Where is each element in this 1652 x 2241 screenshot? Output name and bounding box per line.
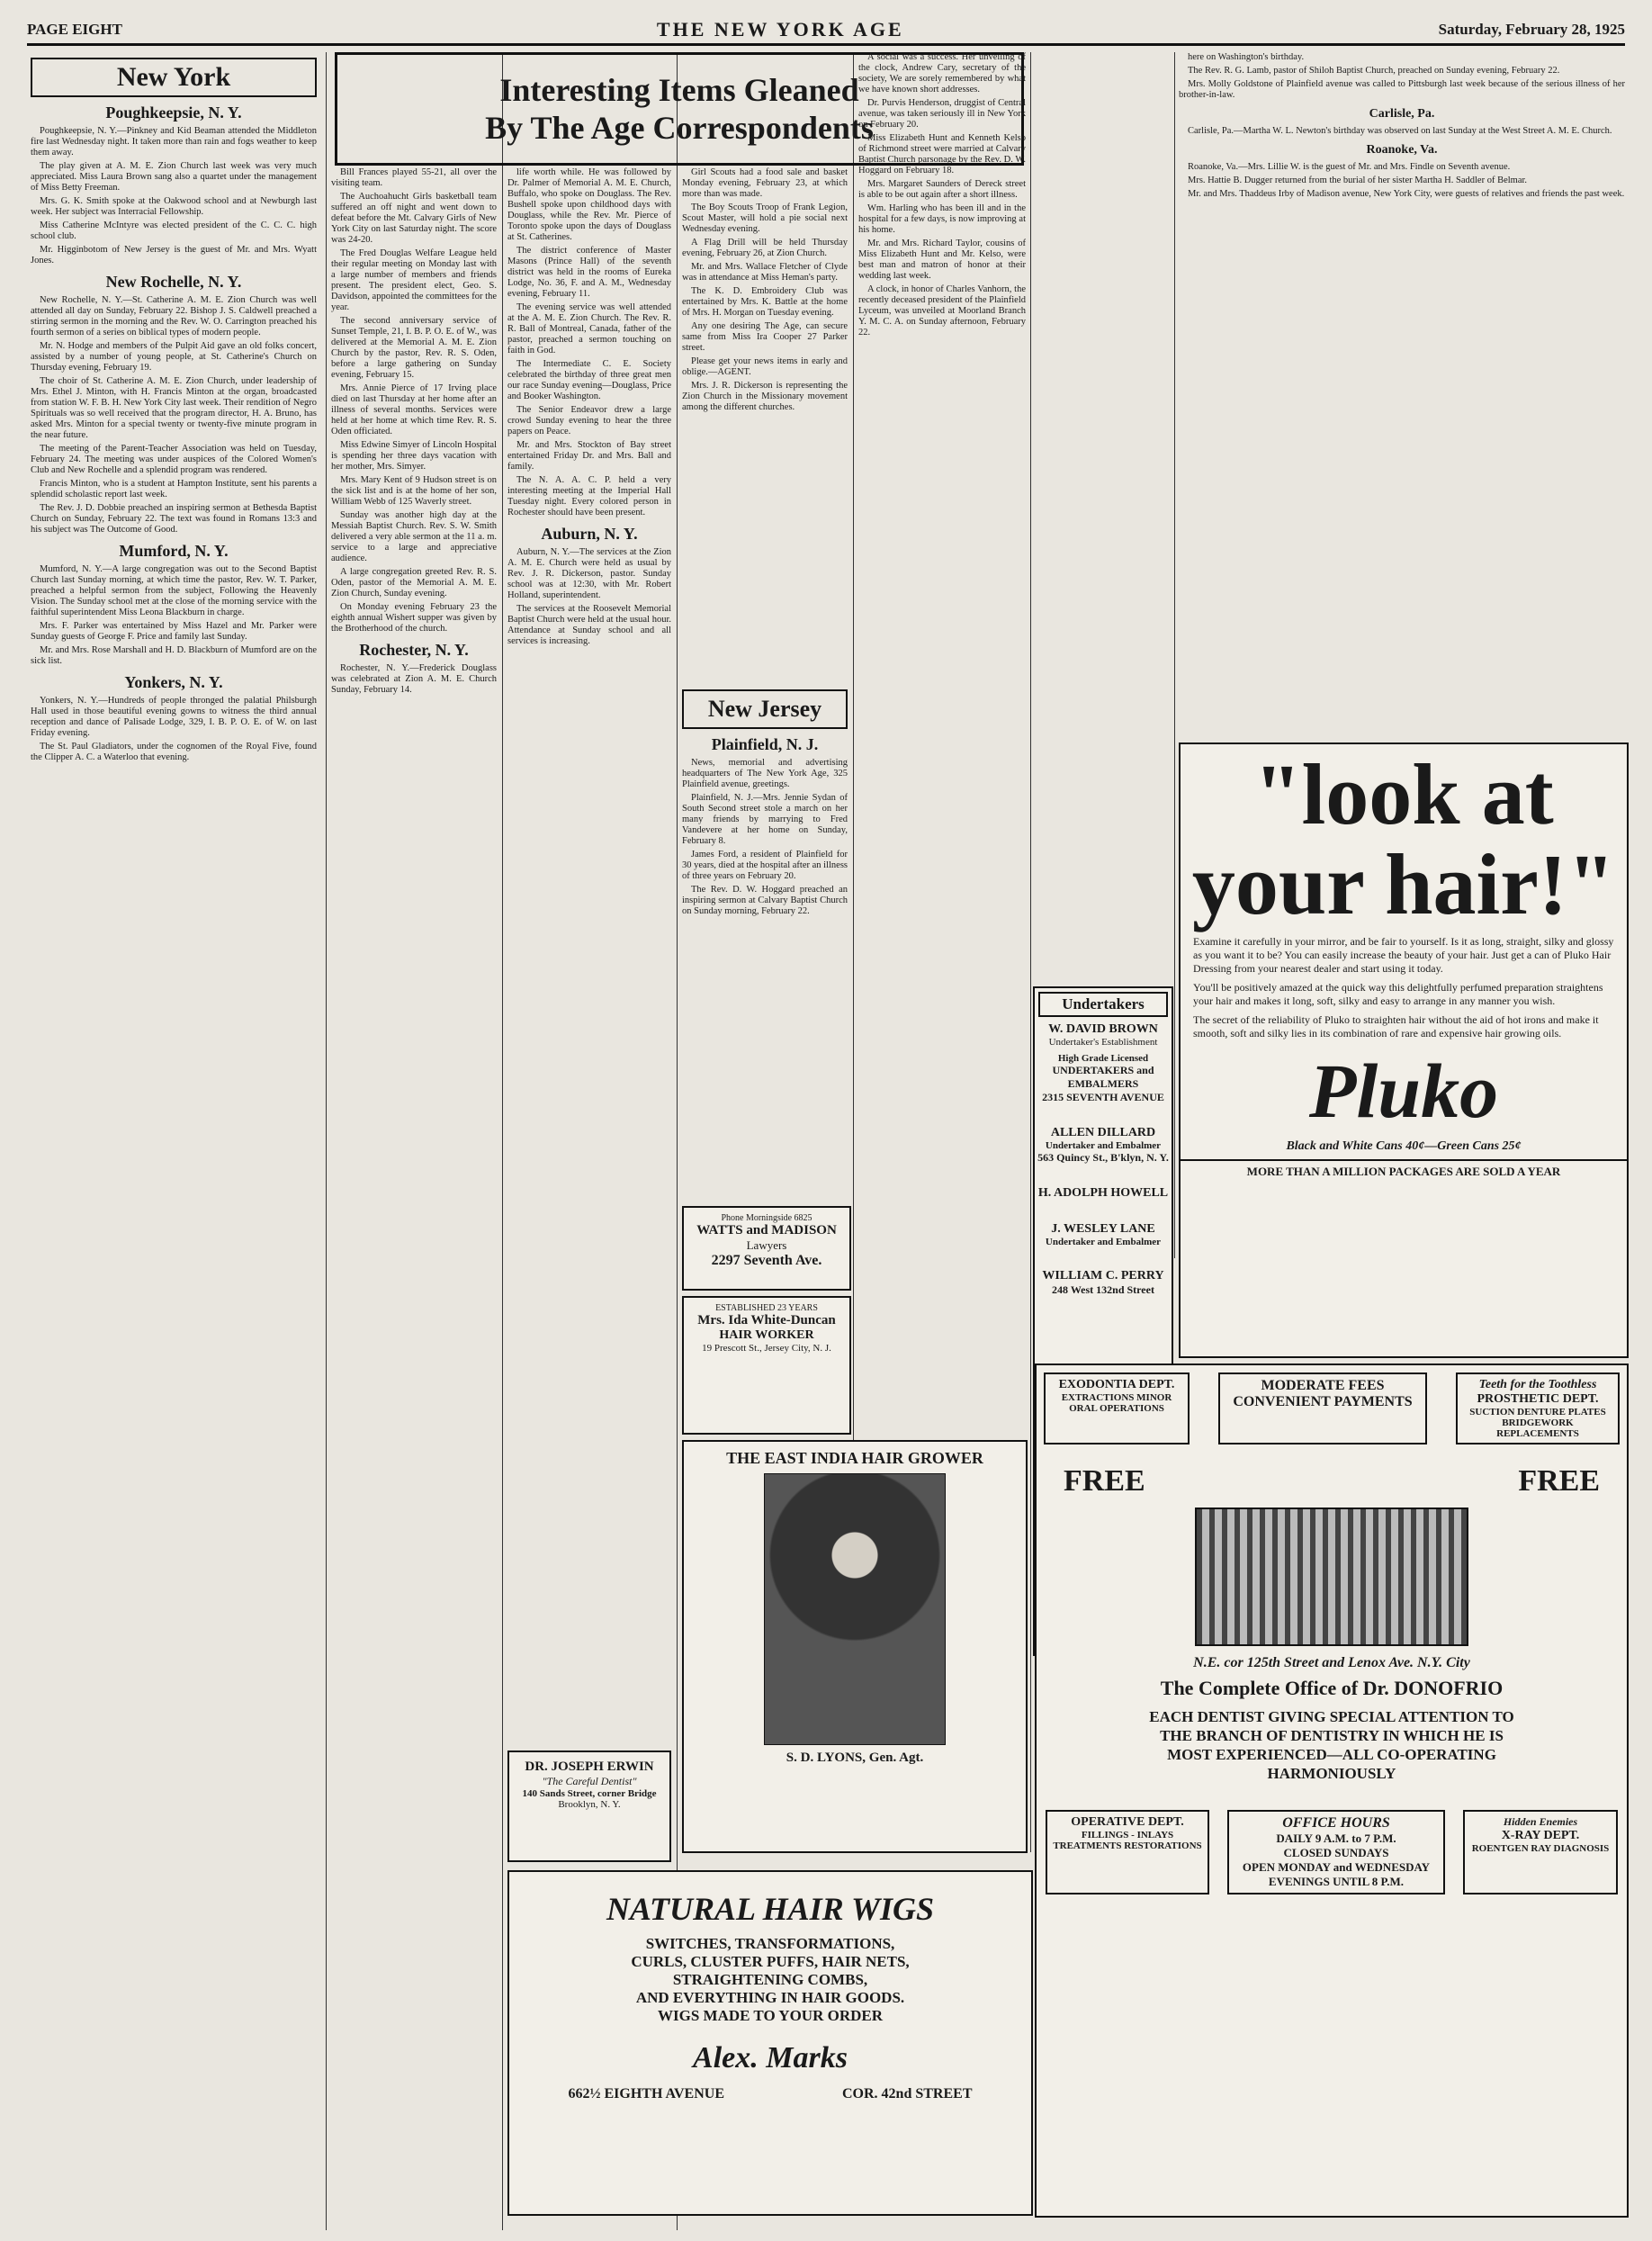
article-paragraph: The second anniversary service of Sunset Temple, 21, I. B. P. O. E. of W., was delivered at the Memorial A. M. E. Zion Church by the pastor, Rev. R. S. Oden, before a large gathering on Sunday evening, February 15. <box>331 316 497 380</box>
dentist-location: N.E. cor 125th Street and Lenox Ave. N.Y. City <box>1193 1655 1470 1670</box>
pluko-brand: Pluko <box>1308 1048 1499 1134</box>
article-paragraph: Mrs. J. R. Dickerson is representing the Zion Church in the Missionary movement among the different churches. <box>682 381 848 412</box>
erwin-city: Brooklyn, N. Y. <box>558 1799 621 1810</box>
article-paragraph: The K. D. Embroidery Club was entertained by Mrs. K. Battle at the home of Mrs. H. Morgan on Tuesday evening. <box>682 286 848 318</box>
article-paragraph: here on Washington's birthday. <box>1188 52 1305 62</box>
article-paragraph: Plainfield, N. J.—Mrs. Jennie Sydan of South Second street stole a march on her many friends by marrying to Fred Vandevere at her home on Sunday, February 8. <box>682 793 848 846</box>
article-paragraph: Auburn, N. Y.—The services at the Zion A. M. E. Church were held as usual by Rev. J. R. Dickerson, pastor. Sunday school was at 12:30, with Mr. Robert Holland, superintendent. <box>507 547 671 600</box>
section-carlisle: Carlisle, Pa. <box>1369 107 1435 121</box>
prosthetic-title: PROSTHETIC DEPT. <box>1477 1392 1599 1406</box>
article-paragraph: Bill Frances played 55-21, all over the visiting team. <box>331 167 497 188</box>
hours-line: OPEN MONDAY and WEDNESDAY EVENINGS UNTIL 8 P.M. <box>1242 1860 1431 1888</box>
article-paragraph: New Rochelle, N. Y.—St. Catherine A. M. E. Zion Church was well attended all day on Sunday, February 22. Bishop J. S. Caldwell preached a stirring sermon in the morning and the Rev. W. O. Carrington preached his fourth sermon of a series on biblical types of modern people. <box>31 295 317 338</box>
article-paragraph: Rochester, N. Y.—Frederick Douglass was celebrated at Zion A. M. E. Church Sunday, February 14. <box>331 663 497 695</box>
pluko-body: You'll be positively amazed at the quick way this delightfully perfumed preparation straightens your hair and makes it long, soft, silky and easy to arrange in any manner you wish. <box>1193 981 1603 1007</box>
main-headline-line1: Interesting Items Gleaned <box>499 72 859 108</box>
east-india-agent: S. D. LYONS, Gen. Agt. <box>786 1750 924 1765</box>
article-paragraph: The play given at A. M. E. Zion Church last week was very much appreciated. Miss Laura Brown sang also a quartet under the management of Miss Betty Freeman. <box>31 161 317 193</box>
article-paragraph: The Rev. J. D. Dobbie preached an inspiring sermon at Bethesda Baptist Church on Sunday, February 22. The text was found in Romans 13:3 and his subject was The Outcome of Good. <box>31 503 317 535</box>
article-paragraph: Poughkeepsie, N. Y.—Pinkney and Kid Beaman attended the Middleton fire last Wednesday night. It taken more than rain and fogs weather to keep them away. <box>31 126 317 158</box>
fees-line1: MODERATE FEES <box>1261 1378 1385 1393</box>
column-3 <box>507 167 671 1274</box>
erwin-name: DR. JOSEPH ERWIN <box>525 1760 654 1774</box>
article-paragraph: Francis Minton, who is a student at Hampton Institute, sent his parents a splendid scholastic report last week. <box>31 479 317 500</box>
article-paragraph: A clock, in honor of Charles Vanhorn, the recently deceased president of the Plainfield Lyceum, was unveiled at Moorland Branch Y. M. C. A. on Sunday afternoon, February 22. <box>858 284 1026 338</box>
article-paragraph: Miss Elizabeth Hunt and Kenneth Kelso of Richmond street were married at Calvary Baptist Church parsonage by the Rev. D. W. Hoggard on February 18. <box>858 133 1026 176</box>
dentist-statement: EACH DENTIST GIVING SPECIAL ATTENTION TO THE BRANCH OF DENTISTRY IN WHICH HE IS MOST EXPERIENCED—ALL CO-OPERATING HARMONIOUSLY <box>1149 1708 1514 1782</box>
duncan-name: Mrs. Ida White-Duncan <box>697 1313 836 1328</box>
pluko-cans: Black and White Cans 40¢—Green Cans 25¢ <box>1286 1139 1522 1153</box>
pluko-body: Examine it carefully in your mirror, and be fair to yourself. Is it as long, straight, silky and glossy as you want it to be? You can easily increase the beauty of your hair. Just get a can of Pluko Hair Dressing from your nearest dealer and start using it today. <box>1193 935 1614 975</box>
issue-date: Saturday, February 28, 1925 <box>1438 21 1625 38</box>
pluko-footer: MORE THAN A MILLION PACKAGES ARE SOLD A YEAR <box>1181 1159 1627 1179</box>
duncan-address: 19 Prescott St., Jersey City, N. J. <box>702 1343 831 1354</box>
section-mumford: Mumford, N. Y. <box>119 542 229 560</box>
article-paragraph: The Intermediate C. E. Society celebrated the birthday of three great men our race Sunday evening—Douglass, Price and Booker Washington. <box>507 359 671 401</box>
column-rule <box>1174 52 1175 1258</box>
article-paragraph: A Flag Drill will be held Thursday evening, February 26, at Zion Church. <box>682 238 848 258</box>
article-paragraph: Carlisle, Pa.—Martha W. L. Newton's birthday was observed on last Sunday at the West Street A. M. E. Church. <box>1188 126 1612 136</box>
lane-sub: Undertaker and Embalmer <box>1045 1237 1162 1247</box>
article-paragraph: Mrs. G. K. Smith spoke at the Oakwood school and at Newburgh last week. Her subject was Interracial Fellowship. <box>31 196 317 217</box>
section-plainfield: Plainfield, N. J. <box>711 735 819 753</box>
column-4-lower <box>682 684 848 1197</box>
hidden-enemies-label: Hidden Enemies <box>1503 1815 1578 1828</box>
article-paragraph: The Rev. R. G. Lamb, pastor of Shiloh Baptist Church, preached on Sunday evening, February 22. <box>1188 66 1560 76</box>
teeth-tagline: Teeth for the Toothless <box>1478 1378 1597 1391</box>
page-number: PAGE EIGHT <box>27 21 122 38</box>
dentist-office: The Complete Office of Dr. DONOFRIO <box>1160 1677 1504 1699</box>
brown-line: High Grade Licensed <box>1057 1053 1149 1064</box>
watts-name: WATTS and MADISON <box>696 1223 837 1238</box>
operative-detail: FILLINGS - INLAYS TREATMENTS RESTORATIONS <box>1053 1830 1202 1851</box>
article-paragraph: Mr. and Mrs. Richard Taylor, cousins of Miss Elizabeth Hunt and Mr. Kelso, were best man and matron of honor at their wedding last week. <box>858 238 1026 281</box>
article-paragraph: Any one desiring The Age, can secure same from Miss Ira Cooper 27 Parker street. <box>682 321 848 353</box>
duncan-sub: HAIR WORKER <box>719 1328 814 1342</box>
article-paragraph: Mumford, N. Y.—A large congregation was out to the Second Baptist Church last Sunday morning, at which time the pastor, Rev. W. T. Parker, preached a helpful sermon from the subject, Following the Heavenly Vision. The Sunday school met at the close of the morning service with the faithful superintendent Miss Leona Blackburn in charge. <box>31 564 317 617</box>
watts-sub: Lawyers <box>746 1238 787 1252</box>
woman-portrait <box>764 1473 946 1745</box>
section-yonkers: Yonkers, N. Y. <box>124 673 223 691</box>
article-paragraph: A large congregation greeted Rev. R. S. Oden, pastor of the Memorial A. M. E. Zion Church, Sunday evening. <box>331 567 497 598</box>
perry-address: 248 West 132nd Street <box>1052 1283 1154 1296</box>
ad-east-india <box>682 1440 1028 1853</box>
watts-address: 2297 Seventh Ave. <box>711 1253 822 1268</box>
article-paragraph: James Ford, a resident of Plainfield for 30 years, died at the hospital after an illness of three years on February 20. <box>682 850 848 881</box>
article-paragraph: The Fred Douglas Welfare League held their regular meeting on Monday last with a large number of members and friends present. The president elect, Geo. S. Davidson, appointed the committees for the year. <box>331 248 497 312</box>
section-new-york: New York <box>31 58 317 97</box>
prosthetic-box <box>1456 1372 1620 1444</box>
article-paragraph: Roanoke, Va.—Mrs. Lillie W. is the guest of Mr. and Mrs. Findle on Seventh avenue. <box>1188 162 1511 172</box>
xray-detail: ROENTGEN RAY DIAGNOSIS <box>1471 1843 1610 1854</box>
watts-phone: Phone Morningside 6825 <box>721 1213 813 1223</box>
article-paragraph: Yonkers, N. Y.—Hundreds of people thronged the palatial Philsburgh Hall used in those beautiful evening gowns to witness the third annual reception and dance of Palisade Lodge, 329, I. B. P. O. E. of W. on last Friday evening. <box>31 696 317 738</box>
ad-white-duncan <box>682 1296 851 1435</box>
section-new-rochelle: New Rochelle, N. Y. <box>105 273 242 291</box>
perry-name: WILLIAM C. PERRY <box>1042 1269 1164 1282</box>
column-5 <box>858 52 1026 1213</box>
operative-box <box>1046 1810 1209 1894</box>
column-rule <box>326 52 327 2230</box>
column-2 <box>331 167 497 2228</box>
xray-box <box>1463 1810 1618 1894</box>
erwin-address: 140 Sands Street, corner Bridge <box>522 1788 657 1799</box>
building-illustration <box>1195 1508 1468 1646</box>
ad-dentist <box>1035 1364 1629 2218</box>
column-1 <box>31 52 317 2230</box>
article-paragraph: Mrs. Molly Goldstone of Plainfield avenue was called to Pittsburgh last week because of the serious illness of her brother-in-law. <box>1179 79 1625 100</box>
article-paragraph: The Rev. D. W. Hoggard preached an inspiring sermon at Calvary Baptist Church on Sunday morning, February 22. <box>682 885 848 916</box>
hours-title: OFFICE HOURS <box>1282 1815 1390 1831</box>
article-paragraph: The choir of St. Catherine A. M. E. Zion Church, under leadership of Mrs. Ethel J. Minton, with H. Francis Minton at the organ, broadcasted from station W. F. B. H. New York City last week. Their rendition of Negro Spirituals was so well received that the program director, H. A. Bruno, has asked Mrs. Minton for a special twenty or twenty-five minute program in the near future. <box>31 376 317 440</box>
dillard-name: ALLEN DILLARD <box>1050 1126 1156 1139</box>
hours-line: DAILY 9 A.M. to 7 P.M. <box>1276 1832 1396 1845</box>
article-paragraph: Miss Edwine Simyer of Lincoln Hospital is spending her three days vacation with her mother, Mrs. Simyer. <box>331 440 497 472</box>
article-paragraph: Mr. and Mrs. Thaddeus Irby of Madison avenue, New York City, were guests of relatives and friends the past week. <box>1188 189 1625 199</box>
article-paragraph: The services at the Roosevelt Memorial Baptist Church were held at the usual hour. Attendance at Sunday school and all services is increasing. <box>507 604 671 646</box>
article-paragraph: Mrs. Margaret Saunders of Dereck street is able to be out again after a short illness. <box>858 179 1026 200</box>
xray-title: X-RAY DEPT. <box>1501 1829 1580 1842</box>
wigs-line: STRAIGHTENING COMBS, <box>672 1971 868 1988</box>
fees-line2: CONVENIENT PAYMENTS <box>1233 1394 1413 1409</box>
pluko-headline: "look at your hair!" <box>1191 746 1616 932</box>
ad-pluko <box>1179 742 1629 1358</box>
section-roanoke: Roanoke, Va. <box>1366 143 1438 157</box>
article-paragraph: Girl Scouts had a food sale and basket Monday evening, February 23, at which more than was made. <box>682 167 848 199</box>
free-consultation-label: FREE <box>1518 1464 1600 1498</box>
section-auburn: Auburn, N. Y. <box>541 525 638 543</box>
article-paragraph: Mr. and Mrs. Rose Marshall and H. D. Blackburn of Mumford are on the sick list. <box>31 645 317 666</box>
article-paragraph: The N. A. A. C. P. held a very interesting meeting at the Imperial Hall Tuesday night. Every colored person in Rochester should have been present. <box>507 475 671 518</box>
dillard-sub: Undertaker and Embalmer <box>1045 1140 1162 1151</box>
article-paragraph: Mr. Higginbotom of New Jersey is the guest of Mr. and Mrs. Wyatt Jones. <box>31 245 317 266</box>
exodontia-title: EXODONTIA DEPT. <box>1058 1378 1175 1391</box>
article-paragraph: life worth while. He was followed by Dr. Palmer of Memorial A. M. E. Church, Buffalo, who spoke on Douglass. The Rev. Bushell spoke upon childhood days with Douglass, while the Rev. Mr. Pierce of Toronto spoke upon the days of Douglass at St. Catherines. <box>507 167 671 242</box>
exodontia-detail: EXTRACTIONS MINOR ORAL OPERATIONS <box>1061 1392 1172 1414</box>
operative-title: OPERATIVE DEPT. <box>1071 1815 1184 1829</box>
article-paragraph: Sunday was another high day at the Messiah Baptist Church. Rev. S. W. Smith delivered a very able sermon at the 11 a. m. service to a large and appreciative audience. <box>331 510 497 563</box>
paper-name: THE NEW YORK AGE <box>656 18 904 40</box>
lane-name: J. WESLEY LANE <box>1051 1222 1155 1236</box>
wigs-address: 662½ EIGHTH AVENUE <box>568 2086 725 2102</box>
article-paragraph: Mr. N. Hodge and members of the Pulpit Aid gave an old folks concert, assisted by a number of young people, at St. Catherine's Church on Thursday evening, February 19. <box>31 341 317 373</box>
article-paragraph: Mrs. Hattie B. Dugger returned from the burial of her sister Martha H. Saddler of Belmar. <box>1188 176 1528 185</box>
east-india-heading: THE EAST INDIA HAIR GROWER <box>726 1449 983 1467</box>
dillard-address: 563 Quincy St., B'klyn, N. Y. <box>1037 1151 1169 1164</box>
column-4 <box>682 167 848 671</box>
article-paragraph: News, memorial and advertising headquarters of The New York Age, 325 Plainfield avenue, greetings. <box>682 758 848 789</box>
wigs-line: SWITCHES, TRANSFORMATIONS, <box>645 1935 895 1952</box>
article-paragraph: The St. Paul Gladiators, under the cognomen of the Royal Five, found the Clipper A. C. a Waterloo that evening. <box>31 742 317 762</box>
brown-sub: Undertaker's Establishment <box>1048 1037 1158 1048</box>
section-poughkeepsie: Poughkeepsie, N. Y. <box>105 104 242 122</box>
article-paragraph: The meeting of the Parent-Teacher Association was held on Tuesday, February 24. The meeting was under auspices of the Colored Women's Club and New Rochelle and a splendid program was rendered. <box>31 444 317 475</box>
article-paragraph: Mr. and Mrs. Wallace Fletcher of Clyde was in attendance at Miss Heman's party. <box>682 262 848 283</box>
ad-dr-erwin <box>507 1750 671 1862</box>
free-examination-label: FREE <box>1064 1464 1145 1498</box>
masthead <box>27 16 1625 46</box>
fees-box <box>1218 1372 1427 1444</box>
hours-line: CLOSED SUNDAYS <box>1283 1846 1389 1859</box>
article-paragraph: The evening service was well attended at the A. M. E. Zion Church. The Rev. R. R. Ball of Montreal, Canada, father of the pastor, preached a sermon touching on faith in God. <box>507 302 671 356</box>
undertakers-heading: Undertakers <box>1038 992 1168 1017</box>
article-paragraph: The Auchoahucht Girls basketball team suffered an off night and went down to defeat before the Mt. Calvary Girls of New York City on last Saturday night. The score was 24-20. <box>331 192 497 245</box>
section-new-jersey: New Jersey <box>682 689 848 729</box>
howell-name: H. ADOLPH HOWELL <box>1037 1186 1169 1200</box>
article-paragraph: Miss Catherine McIntyre was elected president of the C. C. C. high school club. <box>31 220 317 241</box>
article-paragraph: Please get your news items in early and oblige.—AGENT. <box>682 356 848 377</box>
column-rule <box>1030 52 1031 1852</box>
article-paragraph: Wm. Harling who has been ill and in the hospital for a few days, is now improving at his home. <box>858 203 1026 235</box>
prosthetic-detail: SUCTION DENTURE PLATES BRIDGEWORK REPLACEMENTS <box>1469 1407 1606 1439</box>
pluko-body: The secret of the reliability of Pluko to straighten hair without the aid of hot irons and make it smooth, soft and silky lies in its combination of rare and expensive hair growing oils. <box>1193 1013 1599 1040</box>
article-paragraph: A social was a success. Her unveiling of the clock, Andrew Cary, secretary of the society, We are sorely remembered by what we have known short addresses. <box>858 52 1026 94</box>
main-headline-line2: By The Age Correspondents <box>485 110 874 146</box>
column-6 <box>1179 52 1625 682</box>
hours-box <box>1227 1810 1445 1894</box>
article-paragraph: Mrs. Annie Pierce of 17 Irving place died on last Thursday at her home after an illness of several months. Services were held at her home at which time Rev. R. S. Oden officiated. <box>331 383 497 436</box>
wigs-line: AND EVERYTHING IN HAIR GOODS. <box>635 1989 905 2006</box>
article-paragraph: The district conference of Master Masons (Prince Hall) of the seventh district was held in the rooms of Eureka Lodge, No. 36, F. and A. M., Wednesday evening, February 11. <box>507 246 671 299</box>
ad-watts-madison <box>682 1206 851 1291</box>
column-rule <box>502 52 503 2230</box>
article-paragraph: Dr. Purvis Henderson, druggist of Central avenue, was taken seriously ill in New York on February 20. <box>858 98 1026 130</box>
article-paragraph: Mrs. Mary Kent of 9 Hudson street is on the sick list and is at the home of her son, William Webb of 125 Waverly street. <box>331 475 497 507</box>
article-paragraph: The Boy Scouts Troop of Frank Legion, Scout Master, will hold a pie social next Wednesday evening. <box>682 202 848 234</box>
article-paragraph: Mrs. F. Parker was entertained by Miss Hazel and Mr. Parker were Sunday guests of George F. Price and family last Sunday. <box>31 621 317 642</box>
ad-hair-wigs <box>507 1870 1033 2216</box>
erwin-tagline: "The Careful Dentist" <box>542 1775 637 1787</box>
wigs-merchant: Alex. Marks <box>693 2041 848 2074</box>
brown-line: UNDERTAKERS and EMBALMERS <box>1052 1064 1154 1090</box>
brown-address: 2315 SEVENTH AVENUE <box>1042 1091 1164 1103</box>
wigs-line: CURLS, CLUSTER PUFFS, HAIR NETS, <box>631 1953 910 1970</box>
section-rochester: Rochester, N. Y. <box>359 641 469 659</box>
duncan-established: ESTABLISHED 23 YEARS <box>715 1303 818 1313</box>
article-paragraph: The Senior Endeavor drew a large crowd Sunday evening to hear the three papers on Peace. <box>507 405 671 436</box>
article-paragraph: On Monday evening February 23 the eighth annual Wishert supper was given by the Brotherhood of the church. <box>331 602 497 634</box>
wigs-heading: NATURAL HAIR WIGS <box>606 1891 935 1927</box>
wigs-line: WIGS MADE TO YOUR ORDER <box>658 2007 883 2024</box>
exodontia-box <box>1044 1372 1190 1444</box>
brown-name: W. DAVID BROWN <box>1048 1022 1158 1036</box>
wigs-corner: COR. 42nd STREET <box>842 2086 973 2102</box>
article-paragraph: Mr. and Mrs. Stockton of Bay street entertained Friday Dr. and Mrs. Ball and family. <box>507 440 671 472</box>
